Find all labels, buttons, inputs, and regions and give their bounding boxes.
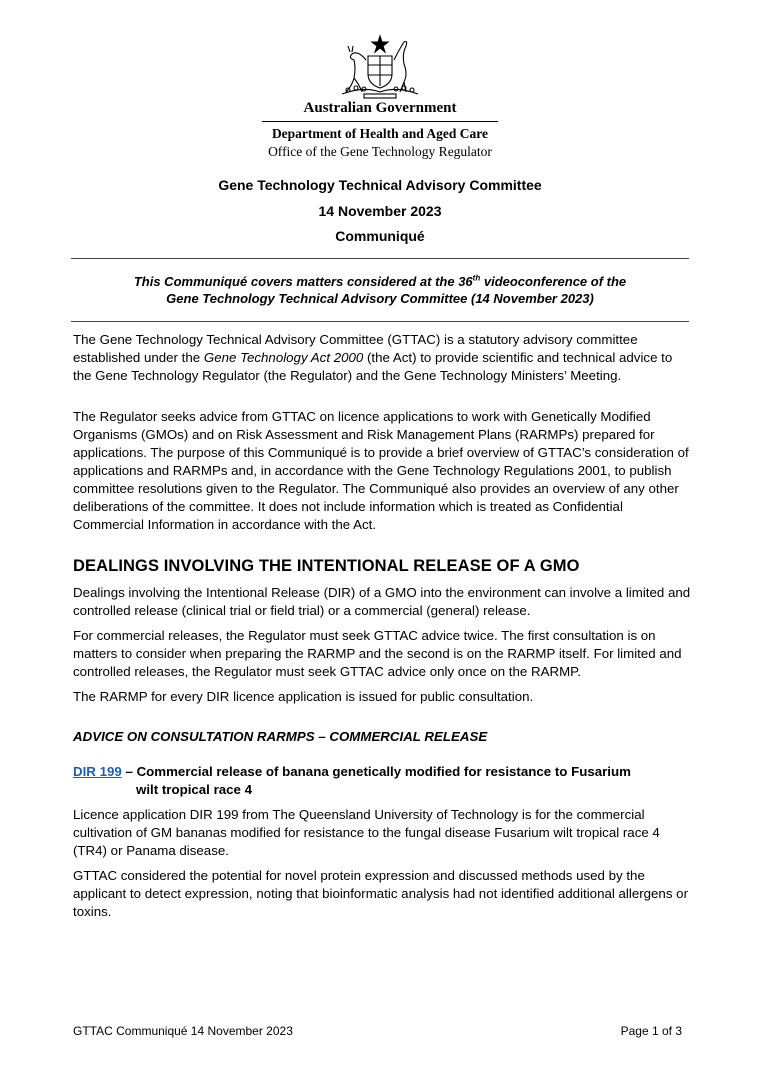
section-text: Dealings involving the Intentional Release (DIR) of a GMO into the environment can involve a limited and controlled release (clinical trial or field trial) or a commercial (general) release. [73, 585, 691, 618]
intro-text: The Gene Technology Technical Advisory Committee (GTTAC) is a statutory advisory committee established under the [73, 332, 638, 365]
footer-title: GTTAC Communiqué 14 November 2023 [73, 1024, 293, 1038]
intro-text: (the Act) to provide scientific and technical advice to the Gene Technology Regulator (the Regulator) and the Gene Technology Ministers’ Meeting. [73, 350, 673, 383]
intro-paragraph-1 [73, 331, 693, 385]
subsection-heading: ADVICE ON CONSULTATION RARMPS – COMMERCIAL RELEASE [73, 729, 488, 744]
cover-superscript: th [472, 273, 481, 283]
dir-text: Licence application DIR 199 from The Queensland University of Technology is for the commercial cultivation of GM bananas modified for resistance to the fungal disease Fusarium wilt tropical race 4 (TR4) or Panama disease. [73, 807, 660, 858]
divider [71, 258, 689, 259]
office-name: Office of the Gene Technology Regulator [268, 144, 492, 159]
document-type: Communiqué [335, 228, 425, 244]
cover-line1-post: videoconference of the [480, 274, 627, 289]
section-text: The RARMP for every DIR licence application is issued for public consultation. [73, 689, 534, 704]
dir-heading [73, 763, 693, 799]
dir-text: GTTAC considered the potential for novel protein expression and discussed methods used by the applicant to detect expression, noting that bioinformatic analysis had not identified additional allergens or toxins. [73, 868, 688, 919]
intro-text: The Regulator seeks advice from GTTAC on licence applications to work with Genetically Modified Organisms (GMOs) and on Risk Assessment and Risk Management Plans (RARMPs) prepared for applications. The purpose of this Communiqué is to provide a brief overview of GTTAC’s consideration of applications and RARMPs and, in accordance with the Gene Technology Regulations 2001, to publish committee resolutions given to the Regulator. The Communiqué also provides an overview of any other deliberations of the committee. It does not include information which is treated as Confidential Commercial Information in accordance with the Act. [73, 409, 689, 532]
department-name: Department of Health and Aged Care [271, 126, 489, 141]
document-title: Gene Technology Technical Advisory Committee [218, 177, 542, 193]
dir-title-line2: wilt tropical race 4 [136, 782, 253, 797]
dir-paragraph-1 [73, 806, 693, 860]
section-heading: DEALINGS INVOLVING THE INTENTIONAL RELEASE OF A GMO [73, 557, 580, 575]
section-paragraph-3 [73, 688, 693, 706]
cover-statement [71, 273, 689, 307]
dir-199-link[interactable]: DIR 199 [73, 764, 122, 779]
cover-line1-pre: This Communiqué covers matters considered at the 36 [133, 274, 473, 289]
dir-title-line1: – Commercial release of banana genetically modified for resistance to Fusarium [121, 764, 631, 779]
dir-paragraph-2 [73, 867, 693, 921]
page-number: Page 1 of 3 [620, 1024, 682, 1038]
divider [71, 321, 689, 322]
government-name: Australian Government [303, 100, 457, 116]
document-date: 14 November 2023 [318, 203, 442, 219]
section-paragraph-2 [73, 627, 693, 681]
intro-paragraph-2 [73, 408, 693, 534]
section-text: For commercial releases, the Regulator must seek GTTAC advice twice. The first consultation is on matters to consider when preparing the RARMP and the second is on the RARMP itself. For limited and controlled releases, the Regulator must seek GTTAC advice only once on the RARMP. [73, 628, 682, 679]
header-divider [262, 121, 498, 122]
section-paragraph-1 [73, 584, 693, 620]
act-name: Gene Technology Act 2000 [203, 350, 364, 365]
cover-line2: Gene Technology Technical Advisory Committee (14 November 2023) [166, 291, 594, 306]
coat-of-arms-icon [334, 34, 426, 100]
